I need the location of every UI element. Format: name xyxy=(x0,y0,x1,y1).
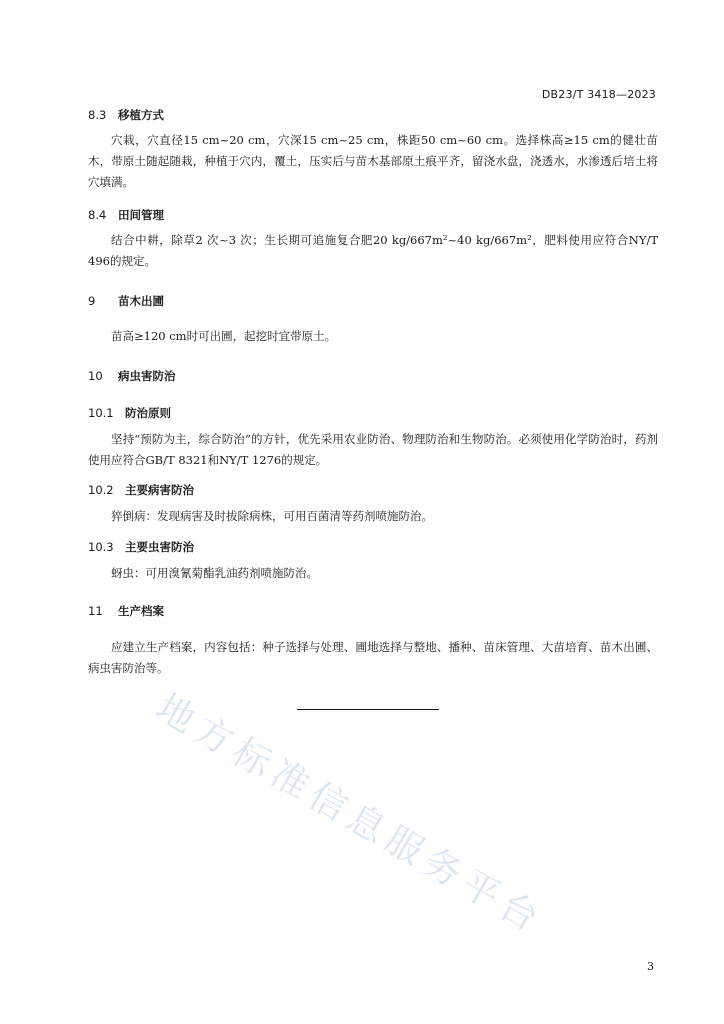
section-number: 10 xyxy=(88,369,103,383)
page-number: 3 xyxy=(647,960,654,973)
document-code: DB23/T 3418—2023 xyxy=(541,88,656,101)
section-heading-11 xyxy=(88,603,164,619)
section-number: 11 xyxy=(88,604,103,618)
section-number: 8.4 xyxy=(88,208,107,222)
section-number: 10.2 xyxy=(88,483,114,497)
section-text-9: 苗高≥120 cm时可出圃，起挖时宜带原土。 xyxy=(111,329,337,343)
section-heading-8-4 xyxy=(88,207,164,223)
section-number: 10.1 xyxy=(88,406,114,420)
section-title: 生产档案 xyxy=(118,604,164,618)
section-text-10-1: 坚持“预防为主，综合防治”的方针，优先采用农业防治、物理防治和生物防治。必须使用化学防治时，药剂使用应符合GB/T 8321和NY/T 1276的规定。 xyxy=(88,432,658,467)
section-title: 主要虫害防治 xyxy=(125,540,194,554)
section-text-11: 应建立生产档案，内容包括：种子选择与处理、圃地选择与整地、播种、苗床管理、大苗培育、苗木出圃、病虫害防治等。 xyxy=(88,640,658,675)
section-heading-8-3 xyxy=(88,107,164,123)
section-title: 病虫害防治 xyxy=(118,369,176,383)
section-number: 10.3 xyxy=(88,540,114,554)
section-title: 主要病害防治 xyxy=(125,483,194,497)
section-text-10-3: 蚜虫：可用溴氰菊酯乳油药剂喷施防治。 xyxy=(111,566,318,580)
section-heading-10-3 xyxy=(88,539,194,555)
section-heading-10-1 xyxy=(88,405,171,421)
section-heading-9 xyxy=(88,293,164,309)
watermark: 地方标准信息服务平台 xyxy=(149,685,552,944)
section-text-10-2: 猝倒病：发现病害及时拔除病株，可用百菌清等药剂喷施防治。 xyxy=(111,509,433,523)
section-title: 田间管理 xyxy=(118,208,164,222)
section-text-8-4: 结合中耕，除草2 次~3 次；生长期可追施复合肥20 kg/667m²~40 kg/667m²，肥料使用应符合NY/T 496的规定。 xyxy=(88,233,658,268)
section-title: 苗木出圃 xyxy=(118,294,164,308)
section-title: 移植方式 xyxy=(118,108,164,122)
end-divider xyxy=(297,709,439,710)
section-text-8-3: 穴栽，穴直径15 cm~20 cm，穴深15 cm~25 cm，株距50 cm~60 cm。选择株高≥15 cm的健壮苗木，带原土随起随栽，种植于穴内，覆土，压实后与苗木基部原土痕平齐，留浇水盘，浇透水，水渗透后培土将穴填满。 xyxy=(88,133,658,189)
section-heading-10-2 xyxy=(88,482,194,498)
section-heading-10 xyxy=(88,368,176,384)
section-number: 9 xyxy=(88,294,96,308)
section-number: 8.3 xyxy=(88,108,107,122)
section-title: 防治原则 xyxy=(125,406,171,420)
